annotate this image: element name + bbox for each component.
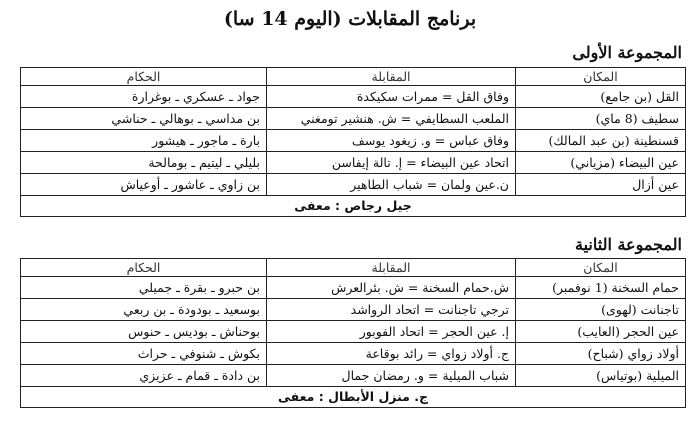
header-venue: المكان <box>516 68 686 86</box>
cell-venue: عين أزال <box>516 174 686 196</box>
cell-match: ش.حمام السخنة = ش. بئرالعرش <box>267 277 516 299</box>
table-row <box>21 321 686 343</box>
table-footer-row <box>21 196 686 217</box>
table-footer-row <box>21 387 686 408</box>
cell-match: اتحاد عين البيضاء = إ. تالة إيفاسن <box>267 152 516 174</box>
header-match: المقابلة <box>267 259 516 277</box>
table-row <box>21 86 686 108</box>
cell-referees: بن دادة ـ قمام ـ عزيزي <box>21 365 267 387</box>
table-row <box>21 343 686 365</box>
cell-venue: سطيف (8 ماي) <box>516 108 686 130</box>
cell-match: شباب الميلية = و. رمضان جمال <box>267 365 516 387</box>
table-header-row <box>21 259 686 277</box>
table-row <box>21 108 686 130</box>
exempt-team-note: جيل رجاص : معفى <box>21 196 686 217</box>
cell-referees: بن حبرو ـ بقرة ـ جميلي <box>21 277 267 299</box>
cell-match: وفاق القل = ممرات سكيكدة <box>267 86 516 108</box>
cell-referees: بوسعيد ـ بودودة ـ بن ربعي <box>21 299 267 321</box>
cell-match: إ. عين الحجر = اتحاد الفوبور <box>267 321 516 343</box>
cell-venue: حمام السخنة (1 نوفمبر) <box>516 277 686 299</box>
cell-match: ترجي تاجنانت = اتحاد الرواشد <box>267 299 516 321</box>
page-title: برنامج المقابلات (اليوم 14 سا) <box>223 8 477 30</box>
cell-match: ج. أولاد زواي = رائد بوقاعة <box>267 343 516 365</box>
cell-referees: بكوش ـ شنوفي ـ حراث <box>21 343 267 365</box>
cell-venue: الميلية (بوتياس) <box>516 365 686 387</box>
group2-heading: المجموعة الثانية <box>575 235 682 254</box>
group1-heading: المجموعة الأولى <box>572 43 682 62</box>
cell-referees: بن زاوي ـ عاشور ـ أوعياش <box>21 174 267 196</box>
cell-match: وفاق عباس = و. زيغود يوسف <box>267 130 516 152</box>
table-row <box>21 152 686 174</box>
table-row <box>21 365 686 387</box>
cell-referees: بوحناش ـ بوديس ـ حنوس <box>21 321 267 343</box>
header-referees: الحكام <box>21 68 267 86</box>
cell-venue: عين البيضاء (مزياني) <box>516 152 686 174</box>
group1-table <box>20 67 686 217</box>
cell-referees: بارة ـ ماجور ـ هيشور <box>21 130 267 152</box>
table-row <box>21 299 686 321</box>
header-match: المقابلة <box>267 68 516 86</box>
table-row <box>21 174 686 196</box>
cell-referees: بن مداسي ـ بوهالي ـ حناشي <box>21 108 267 130</box>
group2-table <box>20 258 686 408</box>
cell-referees: بليلي ـ ليتيم ـ بومالحة <box>21 152 267 174</box>
table-row <box>21 277 686 299</box>
cell-venue: أولاد زواي (شباح) <box>516 343 686 365</box>
cell-venue: قسنطينة (بن عبد المالك) <box>516 130 686 152</box>
table-header-row <box>21 68 686 86</box>
cell-match: ن.عين ولمان = شباب الطاهير <box>267 174 516 196</box>
cell-referees: جواد ـ عسكري ـ بوغرارة <box>21 86 267 108</box>
header-venue: المكان <box>516 259 686 277</box>
cell-venue: عين الحجر (العايب) <box>516 321 686 343</box>
exempt-team-note: ج. منزل الأبطال : معفى <box>21 387 686 408</box>
table-row <box>21 130 686 152</box>
cell-venue: تاجنانت (لهوى) <box>516 299 686 321</box>
header-referees: الحكام <box>21 259 267 277</box>
cell-match: الملعب السطايفي = ش. هنشير تومغني <box>267 108 516 130</box>
cell-venue: القل (بن جامع) <box>516 86 686 108</box>
